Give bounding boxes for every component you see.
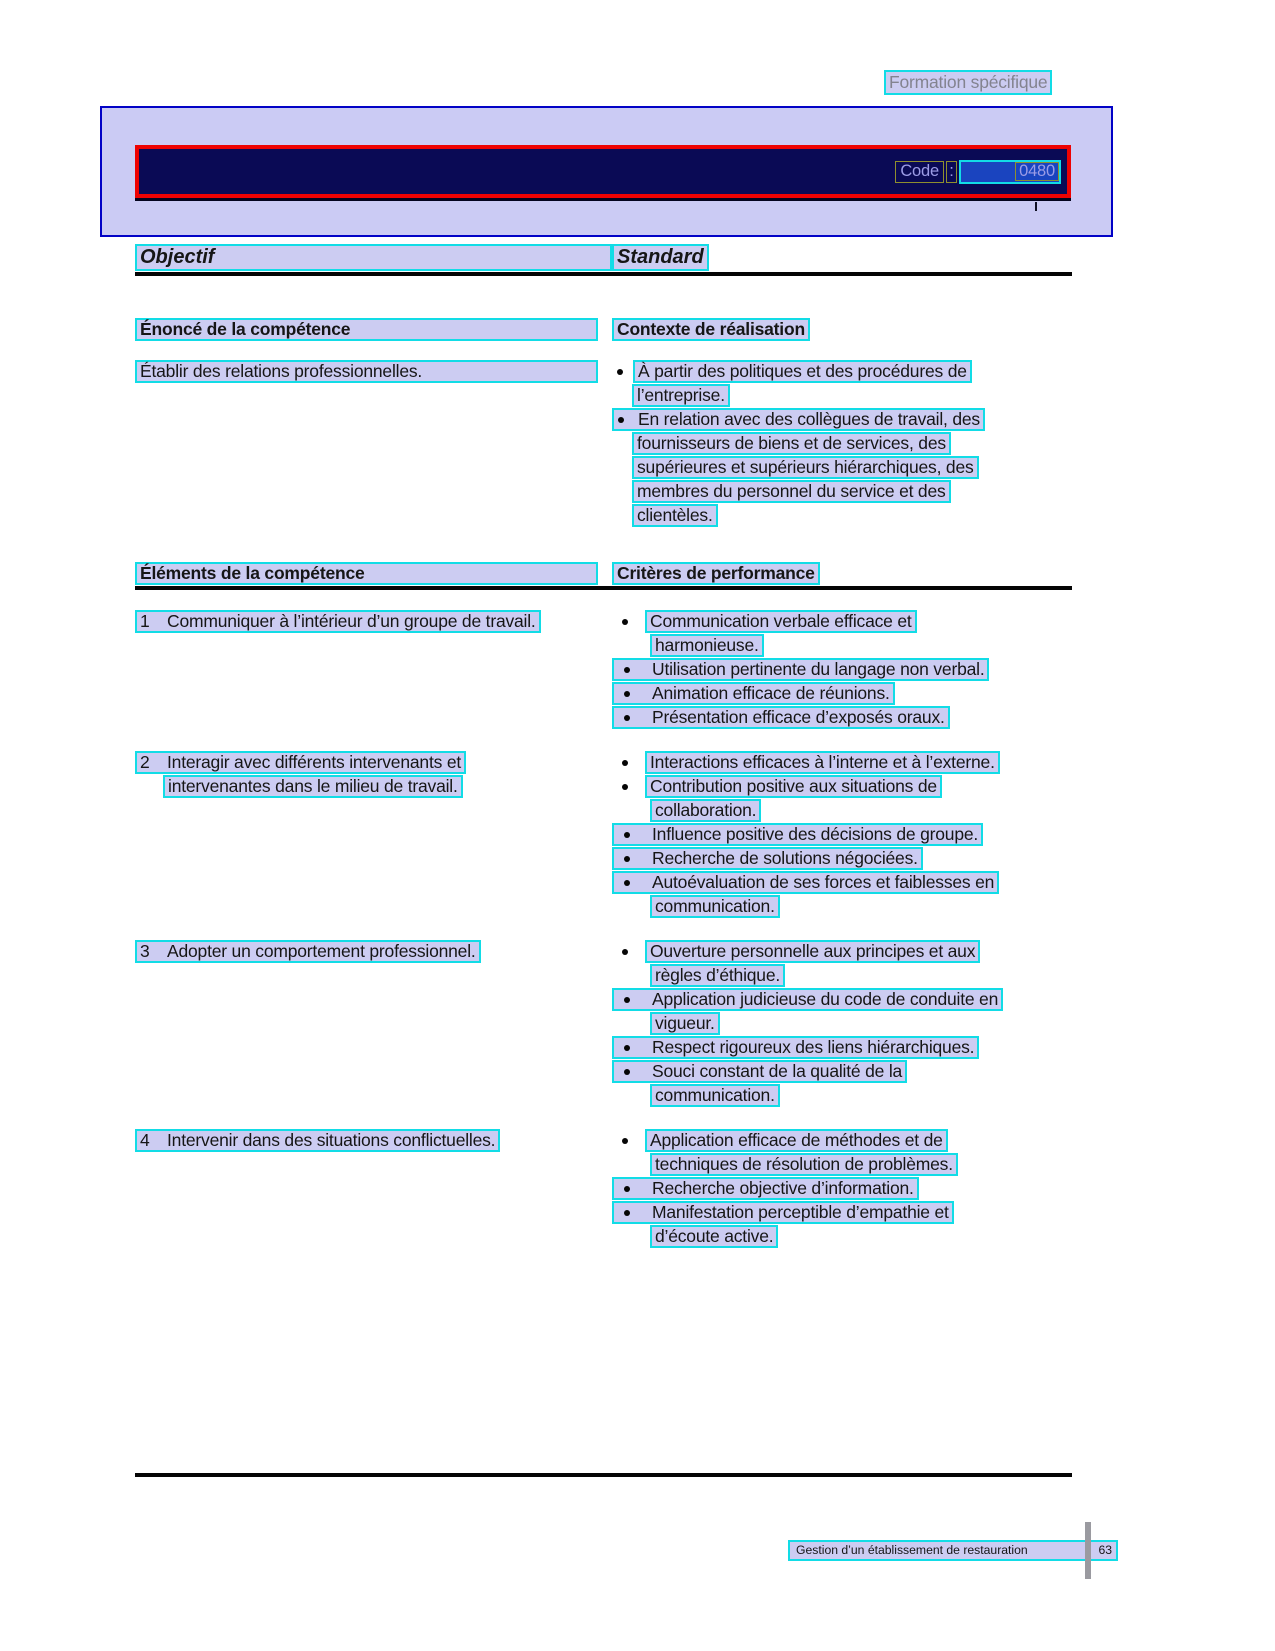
competence-statement: Établir des relations professionnelles. — [135, 360, 598, 383]
continuation-line: règles d’éthique. — [612, 964, 1072, 987]
code-separator: : — [946, 161, 957, 183]
bullet-icon — [624, 1069, 630, 1075]
footer-box — [788, 1540, 1118, 1561]
bullet-line: Influence positive des décisions de groupe. — [612, 823, 1072, 846]
item-number: 4 — [140, 1130, 150, 1150]
item-first-line: 1 Communiquer à l’intérieur d’un groupe de travail. — [135, 610, 612, 633]
objectif-heading: Objectif — [135, 244, 612, 271]
bullet-icon — [622, 784, 628, 790]
element-item-row — [135, 610, 1072, 730]
continuation-line: membres du personnel du service et des — [612, 480, 1072, 503]
section-divider — [135, 586, 1072, 590]
bullet-icon — [624, 997, 630, 1003]
bullet-icon — [624, 1186, 630, 1192]
footer-text: Gestion d’un établissement de restauration — [796, 1543, 1028, 1557]
bullet-icon — [624, 1045, 630, 1051]
bullet-line: Présentation efficace d’exposés oraux. — [612, 706, 1072, 729]
item-number: 3 — [140, 941, 150, 961]
continuation-line: d’écoute active. — [612, 1225, 1072, 1248]
bullet-line: Recherche de solutions négociées. — [612, 847, 1072, 870]
continuation-line: harmonieuse. — [612, 634, 1072, 657]
footer-gray-bar — [1085, 1522, 1091, 1579]
continuation-line: supérieures et supérieurs hiérarchiques, des — [612, 456, 1072, 479]
continuation-line: fournisseurs de biens et de services, des — [612, 432, 1072, 455]
continuation-line: communication. — [612, 895, 1072, 918]
item-number: 1 — [140, 611, 150, 631]
page-header-label: Formation spécifique — [884, 70, 1052, 95]
bullet-icon — [624, 691, 630, 697]
context-row — [135, 360, 1072, 528]
objectif-standard-row — [135, 244, 1072, 271]
context-heading-row — [135, 318, 1072, 341]
bullet-line: Manifestation perceptible d’empathie et — [612, 1201, 1072, 1224]
elements-heading: Éléments de la compétence — [135, 562, 598, 585]
title-banner-inner — [135, 145, 1071, 198]
section-divider — [135, 272, 1072, 276]
continuation-line: communication. — [612, 1084, 1072, 1107]
bullet-line: Animation efficace de réunions. — [612, 682, 1072, 705]
element-item-row — [135, 751, 1072, 919]
bullet-line: Souci constant de la qualité de la — [612, 1060, 1072, 1083]
bullet-line: Recherche objective d’information. — [612, 1177, 1072, 1200]
item-first-line: 2 Interagir avec différents intervenants et — [135, 751, 612, 774]
criteres-heading: Critères de performance — [612, 562, 820, 585]
bullet-icon — [622, 949, 628, 955]
bullet-icon — [624, 832, 630, 838]
continuation-line: collaboration. — [612, 799, 1072, 822]
tick-mark — [1035, 202, 1037, 211]
bullet-line: Application efficace de méthodes et de — [612, 1129, 1072, 1152]
code-field — [959, 160, 1061, 184]
title-banner — [100, 106, 1113, 237]
bullet-line: Utilisation pertinente du langage non verbal. — [612, 658, 1072, 681]
bullet-icon — [624, 715, 630, 721]
bullet-icon — [622, 760, 628, 766]
enonce-heading: Énoncé de la compétence — [135, 318, 598, 341]
bullet-icon — [624, 1210, 630, 1216]
bullet-line: En relation avec des collègues de travail, des — [612, 408, 1072, 431]
continuation-line: techniques de résolution de problèmes. — [612, 1153, 1072, 1176]
footer — [788, 1540, 1118, 1561]
continuation-line: clientèles. — [612, 504, 1072, 527]
bullet-icon — [624, 880, 630, 886]
bullet-line: Application judicieuse du code de conduite en — [612, 988, 1072, 1011]
code-value: 0480 — [1015, 162, 1059, 181]
bullet-icon — [624, 856, 630, 862]
contexte-heading: Contexte de réalisation — [612, 318, 810, 341]
element-item-row — [135, 940, 1072, 1108]
item-first-line: 3 Adopter un comportement professionnel. — [135, 940, 612, 963]
code-label: Code — [895, 161, 944, 183]
elements-heading-row — [135, 562, 1072, 585]
continuation-line: vigueur. — [612, 1012, 1072, 1035]
item-number: 2 — [140, 752, 150, 772]
content — [135, 244, 1072, 1249]
bullet-icon — [617, 369, 623, 375]
element-item-row — [135, 1129, 1072, 1249]
competence-items — [135, 610, 1072, 1249]
footer-divider — [135, 1473, 1072, 1477]
bullet-line: Ouverture personnelle aux principes et aux — [612, 940, 1072, 963]
continuation-line: l’entreprise. — [612, 384, 1072, 407]
bullet-line: Respect rigoureux des liens hiérarchiques. — [612, 1036, 1072, 1059]
bullet-line: Autoévaluation de ses forces et faiblesses en — [612, 871, 1072, 894]
bullet-icon — [622, 1138, 628, 1144]
statement-line — [135, 360, 612, 383]
bullet-icon — [624, 667, 630, 673]
code-row — [895, 160, 1061, 184]
bullet-icon — [618, 417, 624, 423]
footer-page-number: 63 — [1098, 1543, 1112, 1557]
bullet-line: Interactions efficaces à l’interne et à l’externe. — [612, 751, 1072, 774]
bullet-line: À partir des politiques et des procédures de — [612, 360, 1072, 383]
item-continuation-line: intervenantes dans le milieu de travail. — [135, 775, 612, 798]
standard-heading: Standard — [612, 244, 709, 271]
bullet-icon — [622, 619, 628, 625]
item-first-line: 4 Intervenir dans des situations conflictuelles. — [135, 1129, 612, 1152]
bullet-line: Contribution positive aux situations de — [612, 775, 1072, 798]
bullet-line: Communication verbale efficace et — [612, 610, 1072, 633]
